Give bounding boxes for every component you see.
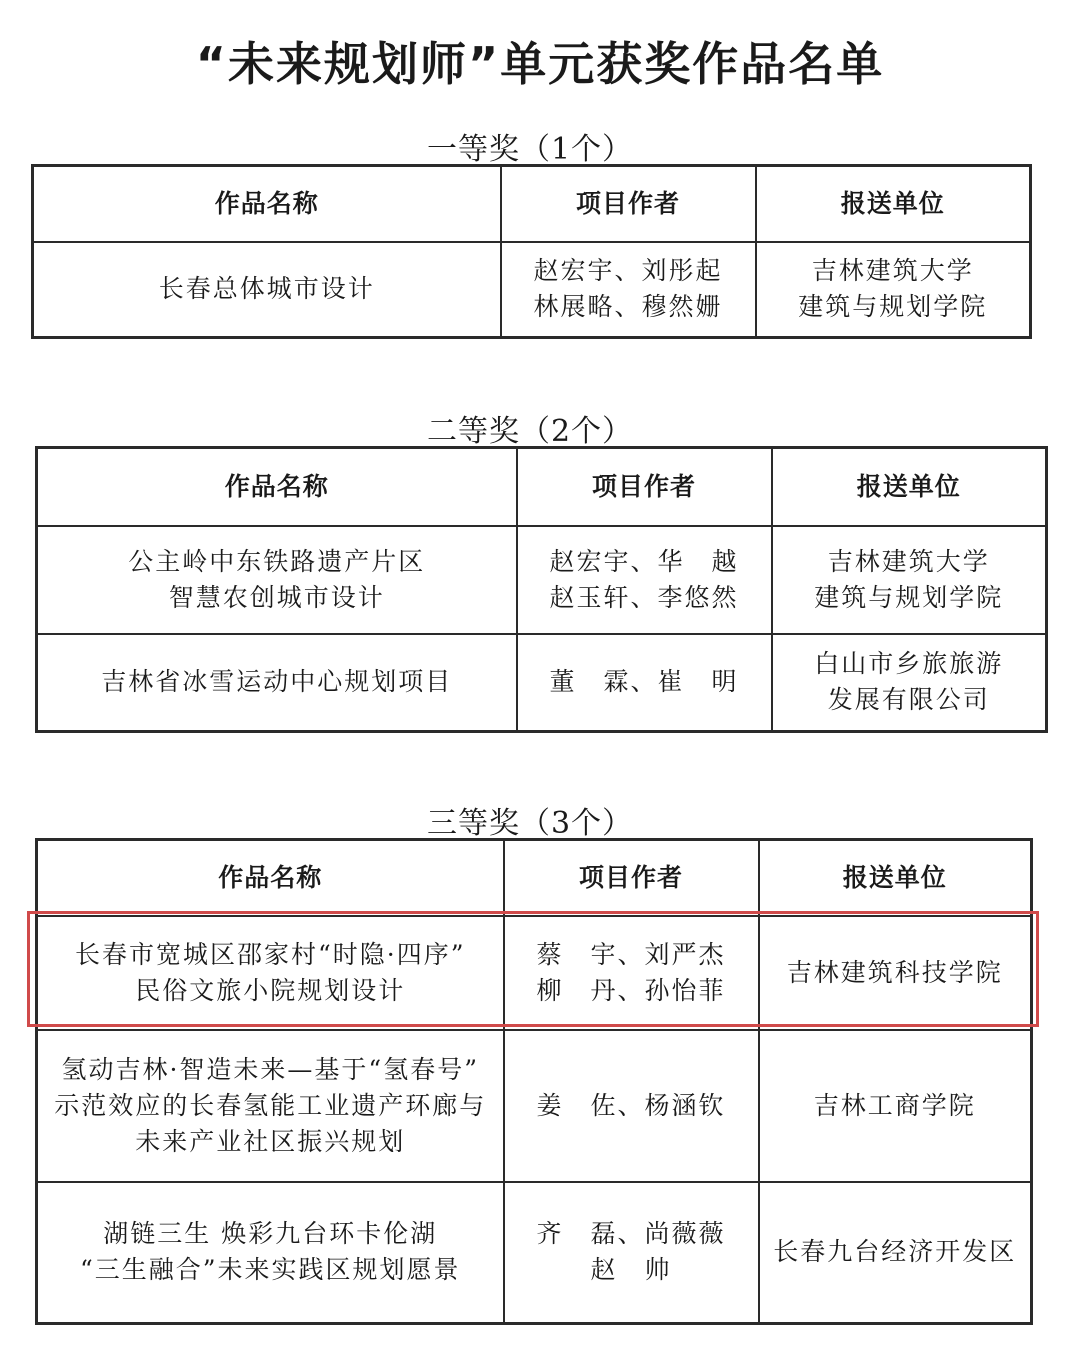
authors-line: 赵宏宇、华 越 [549, 546, 739, 576]
work-name-line: 未来产业社区振兴规划 [135, 1126, 406, 1156]
authors-line: 林展略、穆然姗 [533, 292, 723, 322]
section-title-second-prize: 二等奖（2个） [426, 414, 634, 449]
unit-cell [759, 916, 1032, 1030]
unit-cell [756, 242, 1031, 338]
work-name-line: 民俗文旅小院规划设计 [135, 975, 406, 1005]
unit-line: 吉林建筑科技学院 [786, 957, 1003, 987]
authors-line: 赵玉轩、李悠然 [549, 582, 739, 612]
work-name-cell [33, 242, 501, 338]
table-header-row [37, 448, 1047, 526]
authors-line: 赵宏宇、刘彤起 [533, 256, 723, 286]
authors-cell [504, 916, 759, 1030]
authors-cell [517, 634, 772, 732]
unit-cell [772, 526, 1047, 634]
header-authors: 项目作者 [501, 166, 756, 242]
first-prize-table [31, 164, 1032, 339]
unit-line: 建筑与规划学院 [814, 582, 1004, 612]
work-name-line: 示范效应的长春氢能工业遗产环廊与 [54, 1090, 487, 1120]
section-title-third-prize: 三等奖（3个） [426, 806, 634, 841]
table-row [37, 634, 1047, 732]
unit-line: 吉林工商学院 [813, 1090, 976, 1120]
work-name-line: 吉林省冰雪运动中心规划项目 [101, 667, 453, 697]
table-row [37, 1182, 1032, 1324]
unit-line: 发展有限公司 [827, 685, 990, 715]
work-name-line: 公主岭中东铁路遗产片区 [128, 546, 426, 576]
unit-line: 白山市乡旅旅游 [814, 649, 1004, 679]
third-prize-table [35, 838, 1033, 1325]
work-name-cell [37, 916, 504, 1030]
header-authors: 项目作者 [504, 840, 759, 916]
table-header-row [33, 166, 1031, 242]
work-name-line: 智慧农创城市设计 [168, 582, 385, 612]
header-authors: 项目作者 [517, 448, 772, 526]
unit-line: 吉林建筑大学 [811, 256, 974, 286]
section-title-first-prize: 一等奖（1个） [426, 132, 634, 167]
table-row [37, 1030, 1032, 1182]
work-name-line: 长春总体城市设计 [158, 274, 375, 304]
work-name-cell [37, 634, 517, 732]
header-unit: 报送单位 [759, 840, 1032, 916]
authors-line: 赵 帅 [590, 1255, 672, 1285]
authors-line: 蔡 宇、刘严杰 [536, 939, 726, 969]
work-name-cell [37, 1182, 504, 1324]
unit-line: 吉林建筑大学 [827, 546, 990, 576]
table-row-highlighted [37, 916, 1032, 1030]
authors-cell [517, 526, 772, 634]
work-name-cell [37, 1030, 504, 1182]
unit-line: 建筑与规划学院 [798, 292, 988, 322]
header-work-name: 作品名称 [37, 840, 504, 916]
table-row [37, 526, 1047, 634]
authors-line: 董 霖、崔 明 [549, 667, 739, 697]
second-prize-table [35, 446, 1048, 733]
authors-line: 姜 佐、杨涵钦 [536, 1090, 726, 1120]
work-name-line: 长春市宽城区邵家村“时隐·四序” [74, 939, 466, 969]
authors-cell [501, 242, 756, 338]
authors-line: 齐 磊、尚薇薇 [536, 1219, 726, 1249]
table-header-row [37, 840, 1032, 916]
unit-cell [759, 1030, 1032, 1182]
work-name-line: 湖链三生 焕彩九台环卡伦湖 [103, 1219, 438, 1249]
authors-line: 柳 丹、孙怡菲 [536, 975, 726, 1005]
authors-cell [504, 1030, 759, 1182]
authors-cell [504, 1182, 759, 1324]
work-name-line: 氢动吉林·智造未来—基于“氢春号” [61, 1054, 479, 1084]
table-row [33, 242, 1031, 338]
document-title: “未来规划师”单元获奖作品名单 [195, 37, 885, 91]
header-unit: 报送单位 [756, 166, 1031, 242]
unit-line: 长春九台经济开发区 [773, 1237, 1017, 1267]
header-unit: 报送单位 [772, 448, 1047, 526]
work-name-line: “三生融合”未来实践区规划愿景 [79, 1255, 461, 1285]
unit-cell [772, 634, 1047, 732]
work-name-cell [37, 526, 517, 634]
header-work-name: 作品名称 [33, 166, 501, 242]
header-work-name: 作品名称 [37, 448, 517, 526]
unit-cell [759, 1182, 1032, 1324]
